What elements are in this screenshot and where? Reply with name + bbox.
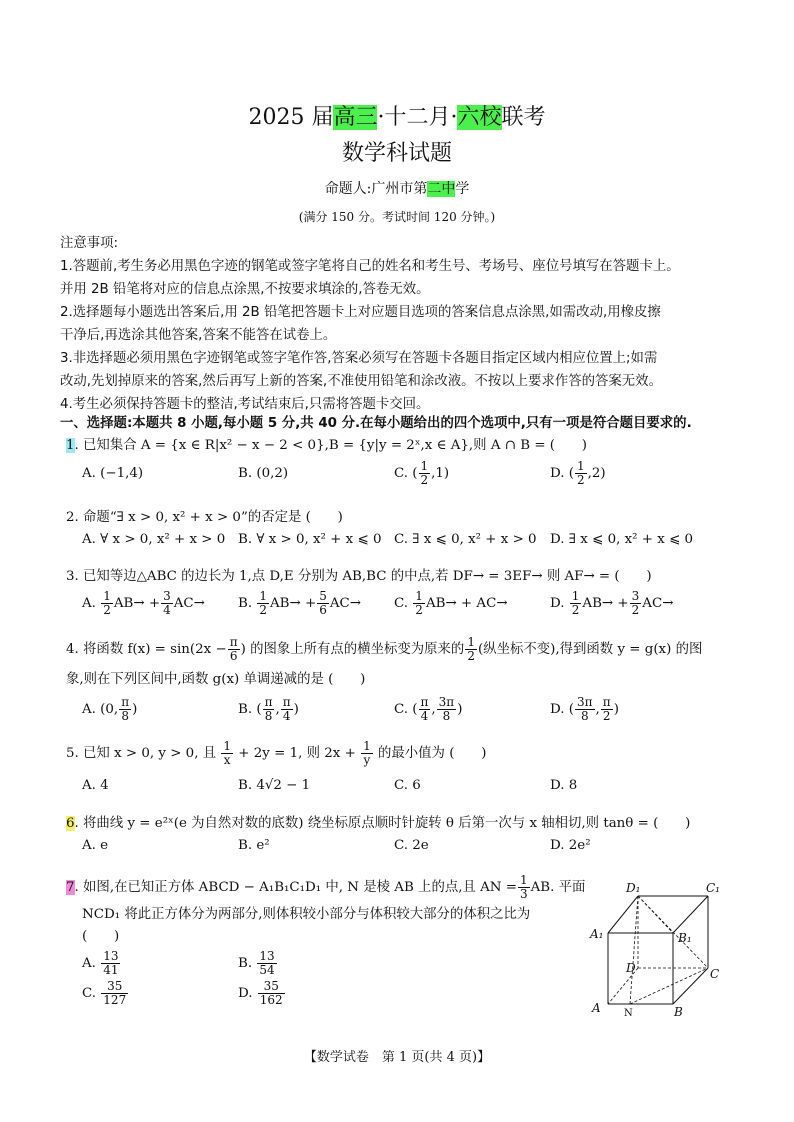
fraction-numerator: 1 xyxy=(520,873,528,887)
instruction-line: 改动,先划掉原来的答案,然后再写上新的答案,不准使用铅笔和涂改液。不按以上要求作答的答案无效。 xyxy=(60,374,662,389)
fraction-numerator: π xyxy=(420,695,429,709)
question-3-option-b xyxy=(238,590,361,617)
question-4-option-d: D. ( $\frac{3\pi}{8}$ , $\frac{\pi}{2}$ ) xyxy=(550,695,619,723)
question-3-option-c xyxy=(394,590,508,617)
label-b: B xyxy=(674,1005,683,1019)
fraction xyxy=(419,696,431,723)
fraction-denominator: 2 xyxy=(602,709,611,723)
question-1-option-c xyxy=(394,460,449,487)
fraction xyxy=(630,590,642,617)
fraction-denominator: 8 xyxy=(121,709,129,723)
fraction-numerator: 1 xyxy=(103,589,111,603)
option-label: D. xyxy=(550,596,565,611)
option-label: B. xyxy=(238,596,253,611)
fraction-numerator: 1 xyxy=(571,589,580,603)
fraction xyxy=(361,740,373,767)
fraction-denominator: 2 xyxy=(420,473,429,487)
fraction xyxy=(258,980,285,1007)
score-time-note: (满分 150 分。考试时间 120 分钟。) xyxy=(298,210,496,224)
title-highlight-schools: 六校 xyxy=(457,105,502,130)
instruction-line: 并用 2B 铅笔将对应的信息点涂黑,不按要求填涂的,答卷无效。 xyxy=(60,282,430,297)
q5-text: + 2y = 1, 则 2x + xyxy=(238,746,356,761)
option-text: AC→ xyxy=(642,596,674,611)
cube-figure xyxy=(584,876,734,1026)
section-title: 一、选择题:本题共 8 小题,每小题 5 分,共 40 分.在每小题给出的四个选项中,只有一项是符合题目要求的. xyxy=(60,416,692,431)
question-4-stem-line2: 象,则在下列区间中,函数 g(x) 单调递减的是 ( ) xyxy=(66,672,366,687)
option-text: AB→ + xyxy=(113,596,161,611)
fraction-denominator: 4 xyxy=(163,603,171,617)
question-7-option-c xyxy=(82,980,129,1007)
question-4-option-c: C. ( $\frac{\pi}{4}$ , $\frac{3\pi}{8}$ ) xyxy=(394,695,463,723)
fraction xyxy=(101,950,120,977)
exam-title xyxy=(0,104,794,132)
fraction xyxy=(413,590,425,617)
fraction-numerator: π xyxy=(121,695,130,709)
fraction-denominator: 127 xyxy=(103,993,127,1007)
fraction-denominator: 2 xyxy=(415,603,423,617)
fraction-numerator: π xyxy=(229,635,238,649)
fraction-denominator: 3 xyxy=(520,887,528,901)
question-7-text: . 如图,在已知正方体 ABCD − A₁B₁C₁D₁ 中, N 是棱 AB 上的点,且 AN = xyxy=(74,880,517,895)
title-month: ·十二月· xyxy=(377,105,458,130)
fraction-numerator: 1 xyxy=(415,589,423,603)
label-d: D xyxy=(626,961,636,975)
question-6-text: . 将曲线 y = e²ˣ(e 为自然对数的底数) 绕坐标原点顺时针旋转 θ 后第一次与 x 轴相切,则 tanθ = ( ) xyxy=(74,816,691,831)
option-label: B. xyxy=(238,956,253,971)
page-footer: 【数学试卷 第 1 页(共 4 页)】 xyxy=(303,1050,491,1065)
fraction xyxy=(119,696,131,723)
question-7-option-a xyxy=(82,950,121,977)
fraction-numerator: 1 xyxy=(467,635,475,649)
q4-text: ) 的图象上所有点的横坐标变为原来的 xyxy=(240,642,465,657)
question-5-option-d: D. 8 xyxy=(550,778,578,793)
fraction-denominator: 4 xyxy=(420,709,429,723)
instruction-line: 4.考生必须保持答题卡的整洁,考试结束后,只需将答题卡交回。 xyxy=(60,397,430,412)
question-4-option-b: B. ( $\frac{\pi}{8}$ , $\frac{\pi}{4}$ ) xyxy=(238,695,299,723)
question-6-stem xyxy=(66,812,690,831)
option-text: A. (0, xyxy=(82,702,119,717)
fraction-numerator: 3 xyxy=(631,589,640,603)
question-6-option-b: B. e² xyxy=(238,838,270,853)
label-b1: B₁ xyxy=(678,931,692,945)
q5-text: 的最小值为 ( ) xyxy=(377,746,487,761)
q1-d-pre: D. ( xyxy=(550,466,574,481)
question-3-option-a xyxy=(82,590,205,617)
fraction-denominator: 8 xyxy=(442,709,451,723)
fraction-denominator: y xyxy=(363,753,371,767)
option-text: AC→ xyxy=(173,596,205,611)
question-1-option-b: B. (0,2) xyxy=(238,466,289,481)
question-1-text: . 已知集合 A = {x ∈ R|x² − x − 2 < 0},B = {y|y = 2ˣ,x ∈ A},则 A ∩ B = ( ) xyxy=(74,438,588,453)
fraction-denominator: x xyxy=(223,753,231,767)
fraction-numerator: 1 xyxy=(363,739,371,753)
fraction-denominator: 162 xyxy=(259,993,283,1007)
question-2-stem: 2. 命题“∃ x > 0, x² + x > 0”的否定是 ( ) xyxy=(66,510,343,525)
option-label: C. xyxy=(82,986,97,1001)
question-5-option-a: A. 4 xyxy=(82,778,109,793)
fraction-denominator: 41 xyxy=(103,963,119,977)
q1-d-post: ,2) xyxy=(587,466,606,481)
question-5-option-c: C. 6 xyxy=(394,778,421,793)
label-c: C xyxy=(710,967,720,981)
fraction xyxy=(221,740,233,767)
label-a1: A₁ xyxy=(590,927,604,941)
question-6-number: 6 xyxy=(66,816,75,831)
fraction-numerator: 3π xyxy=(438,695,455,709)
option-text: C. ( xyxy=(394,702,418,717)
question-5-option-b: B. 4√2 − 1 xyxy=(238,778,311,793)
fraction-numerator: π xyxy=(602,695,611,709)
title-year: 2025 届 xyxy=(248,105,334,130)
question-7-stem-line2: NCD₁ 将此正方体分为两部分,则体积较小部分与体积较大部分的体积之比为 xyxy=(82,907,531,922)
instructions-heading: 注意事项: xyxy=(60,236,119,251)
fraction-numerator: 35 xyxy=(101,980,128,994)
q4-text: (纵坐标不变),得到函数 y = g(x) 的图 xyxy=(477,642,703,657)
instruction-line: 1.答题前,考生务必用黑色字迹的钢笔或签字笔将自己的姓名和考生号、考场号、座位号填写在答题卡上。 xyxy=(60,259,680,274)
question-1-stem xyxy=(66,434,587,453)
option-label: C. xyxy=(394,596,409,611)
instructions xyxy=(60,232,740,416)
question-7-option-d xyxy=(238,980,286,1007)
option-text: AB→ + xyxy=(582,596,629,611)
label-n: N xyxy=(624,1008,633,1019)
fraction-numerator: 35 xyxy=(258,980,285,994)
fraction-denominator: 54 xyxy=(259,963,275,977)
option-text: D. ( xyxy=(550,702,574,717)
fraction-denominator: 4 xyxy=(282,709,291,723)
fraction xyxy=(518,874,530,901)
question-6-option-a: A. e xyxy=(82,838,109,853)
fraction xyxy=(101,590,113,617)
author-highlight: 二中 xyxy=(427,181,456,197)
instruction-line: 2.选择题每小题选出答案后,用 2B 铅笔把答题卡上对应题目选项的答案信息点涂黑,如需改动,用橡皮擦 xyxy=(60,305,661,320)
fraction xyxy=(437,696,457,723)
question-7-stem-line3: ( ) xyxy=(82,929,120,944)
fraction xyxy=(575,696,595,723)
question-3-option-d xyxy=(550,590,673,617)
question-2-option-b: B. ∀ x > 0, x² + x ⩽ 0 xyxy=(238,532,382,547)
q4-text: 4. 将函数 f(x) = sin(2x − xyxy=(66,642,227,657)
fraction-denominator: 8 xyxy=(580,709,589,723)
option-text: ) xyxy=(457,702,463,717)
fraction-numerator: 1 xyxy=(577,459,585,473)
fraction xyxy=(161,590,173,617)
option-text: ) xyxy=(613,702,619,717)
option-text: ) xyxy=(293,702,299,717)
option-label: A. xyxy=(82,596,96,611)
cube-edge xyxy=(673,968,708,1004)
question-1-number: 1 xyxy=(66,438,75,453)
question-7-stem xyxy=(66,874,585,901)
option-text: AB→ + AC→ xyxy=(425,596,508,611)
cube-edge xyxy=(608,896,638,933)
author-suffix: 学 xyxy=(455,181,470,197)
fraction xyxy=(257,950,276,977)
fraction-denominator: 2 xyxy=(631,603,640,617)
fraction xyxy=(570,590,582,617)
question-3-stem: 3. 已知等边△ABC 的边长为 1,点 D,E 分别为 AB,BC 的中点,若 DF→ = 3EF→ 则 AF→ = ( ) xyxy=(66,569,652,584)
question-1-option-a: A. (−1,4) xyxy=(82,466,144,481)
diagonal-d1b1 xyxy=(638,896,673,933)
fraction-denominator: 2 xyxy=(259,603,268,617)
fraction-numerator: 1 xyxy=(259,589,268,603)
fraction-denominator: 2 xyxy=(467,649,475,663)
question-4-stem xyxy=(66,636,702,663)
option-text: ) xyxy=(132,702,138,717)
exam-subtitle: 数学科试题 xyxy=(341,141,452,166)
fraction xyxy=(281,696,293,723)
question-2-option-c: C. ∃ x ⩽ 0, x² + x > 0 xyxy=(394,532,537,547)
question-7-number: 7 xyxy=(66,880,75,895)
question-7-option-b xyxy=(238,950,278,977)
fraction-numerator: π xyxy=(264,695,273,709)
instruction-line: 干净后,再选涂其他答案,答案不能答在试卷上。 xyxy=(60,328,337,343)
fraction xyxy=(257,590,269,617)
option-text: AB→ + xyxy=(270,596,317,611)
question-1-option-d xyxy=(550,460,606,487)
q1-c-post: ,1) xyxy=(431,466,450,481)
option-label: A. xyxy=(82,956,96,971)
title-exam: 联考 xyxy=(501,105,546,130)
fraction-numerator: 3 xyxy=(163,589,171,603)
fraction xyxy=(317,590,329,617)
question-2-option-d: D. ∃ x ⩽ 0, x² + x ⩽ 0 xyxy=(550,532,694,547)
fraction xyxy=(101,980,128,1007)
fraction xyxy=(465,636,477,663)
label-d1: D₁ xyxy=(626,881,641,895)
section-line-nc xyxy=(630,968,708,1004)
title-highlight-grade: 高三 xyxy=(333,105,378,130)
fraction-numerator: 5 xyxy=(319,589,327,603)
option-text: AC→ xyxy=(329,596,362,611)
q1-c-fraction xyxy=(419,460,431,487)
fraction-denominator: 2 xyxy=(103,603,111,617)
label-a: A xyxy=(592,1001,601,1015)
fraction xyxy=(263,696,275,723)
question-4-option-a xyxy=(82,696,137,723)
fraction-numerator: 13 xyxy=(259,949,275,963)
fraction-denominator: 6 xyxy=(229,649,238,663)
instruction-line: 3.非选择题必须用黑色字迹钢笔或签字笔作答,答案必须写在答题卡各题目指定区域内相应位置上;如需 xyxy=(60,351,658,366)
fraction-denominator: 6 xyxy=(319,603,327,617)
fraction-numerator: 1 xyxy=(420,459,429,473)
question-5-stem xyxy=(66,740,486,767)
q1-d-fraction xyxy=(575,460,587,487)
q1-c-pre: C. ( xyxy=(394,466,418,481)
author-prefix: 命题人:广州市第 xyxy=(324,181,428,197)
option-label: D. xyxy=(238,986,253,1001)
fraction-denominator: 2 xyxy=(571,603,580,617)
fraction-denominator: 8 xyxy=(264,709,273,723)
q5-text: 5. 已知 x > 0, y > 0, 且 xyxy=(66,746,217,761)
fraction xyxy=(601,696,613,723)
fraction-numerator: 13 xyxy=(103,949,119,963)
cube-edge xyxy=(673,896,708,933)
fraction xyxy=(228,636,240,663)
question-6-option-c: C. 2e xyxy=(394,838,429,853)
label-c1: C₁ xyxy=(706,881,720,895)
fraction-numerator: 1 xyxy=(223,739,232,753)
fraction-numerator: 3π xyxy=(577,695,593,709)
fraction-numerator: π xyxy=(282,695,291,709)
question-6-option-d: D. 2e² xyxy=(550,838,591,853)
option-text: B. ( xyxy=(238,702,262,717)
question-7-text: AB. 平面 xyxy=(530,880,586,895)
question-2-option-a: A. ∀ x > 0, x² + x > 0 xyxy=(82,532,226,547)
section-line-nd1 xyxy=(630,896,638,1004)
fraction-denominator: 2 xyxy=(577,473,585,487)
author-line xyxy=(0,178,794,198)
